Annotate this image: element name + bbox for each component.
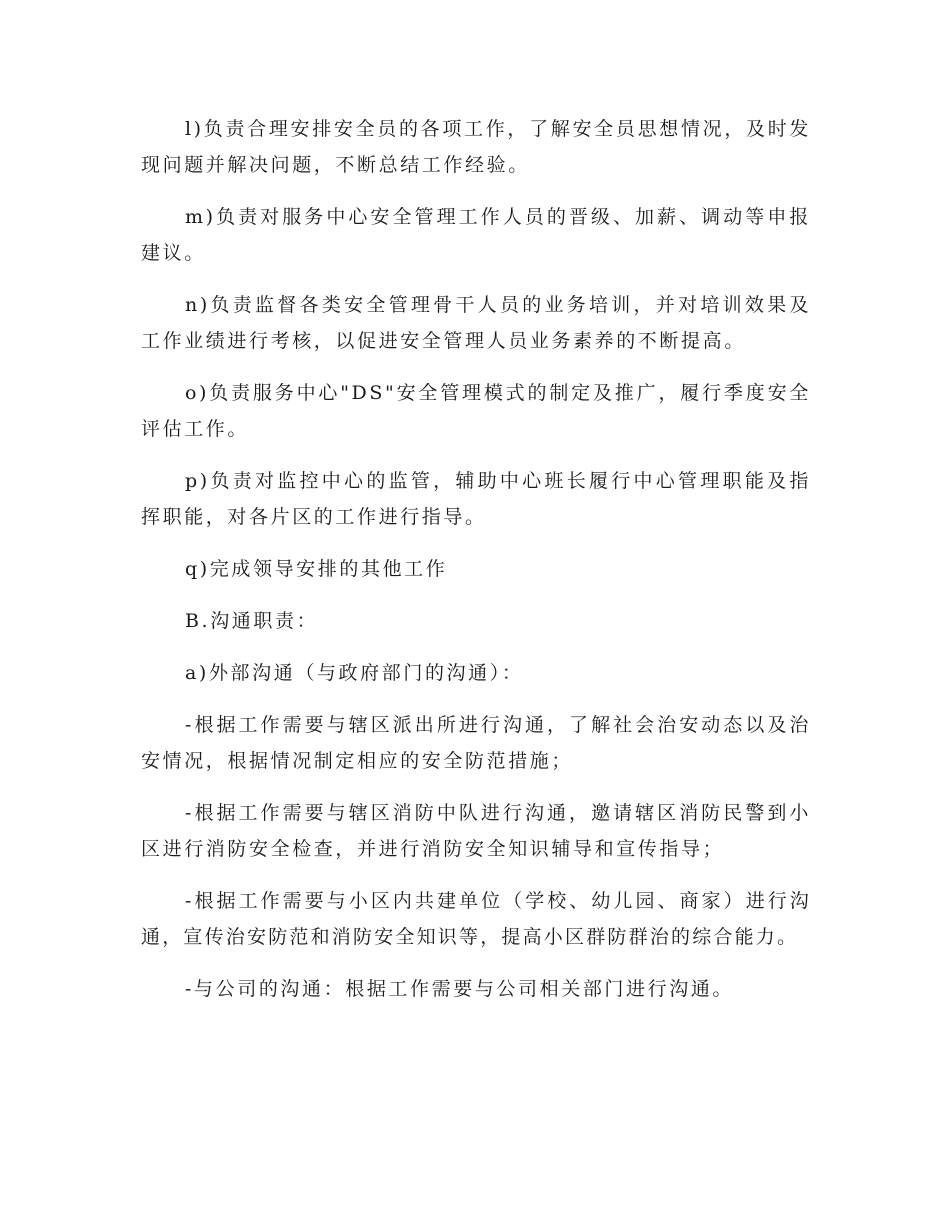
- paragraph-o: o)负责服务中心"DS"安全管理模式的制定及推广，履行季度安全评估工作。: [141, 382, 811, 440]
- paragraph-n: n)负责监督各类安全管理骨干人员的业务培训，并对培训效果及工作业绩进行考核，以促进安全管理人员业务素养的不断提高。: [141, 294, 811, 352]
- paragraph-external-communication: a)外部沟通（与政府部门的沟通）：: [185, 662, 524, 684]
- list-item-police-station: -根据工作需要与辖区派出所进行沟通，了解社会治安动态以及治安情况，根据情况制定相应的安全防范措施；: [141, 714, 811, 772]
- list-item-company-communication: -与公司的沟通：根据工作需要与公司相关部门进行沟通。: [185, 978, 735, 1000]
- section-heading-communication: B.沟通职责：: [185, 610, 319, 632]
- paragraph-m: m)负责对服务中心安全管理工作人员的晋级、加薪、调动等申报建议。: [141, 206, 811, 264]
- paragraph-p: p)负责对监控中心的监管，辅助中心班长履行中心管理职能及指挥职能，对各片区的工作进行指导。: [141, 470, 811, 528]
- list-item-community-units: -根据工作需要与小区内共建单位（学校、幼儿园、商家）进行沟通，宣传治安防范和消防安全知识等，提高小区群防群治的综合能力。: [141, 890, 811, 948]
- document-body: [141, 111, 811, 1023]
- paragraph-l: l)负责合理安排安全员的各项工作，了解安全员思想情况，及时发现问题并解决问题，不断总结工作经验。: [141, 118, 811, 176]
- list-item-fire-brigade: -根据工作需要与辖区消防中队进行沟通，邀请辖区消防民警到小区进行消防安全检查，并进行消防安全知识辅导和宣传指导；: [141, 802, 811, 860]
- paragraph-q: q)完成领导安排的其他工作: [185, 558, 448, 580]
